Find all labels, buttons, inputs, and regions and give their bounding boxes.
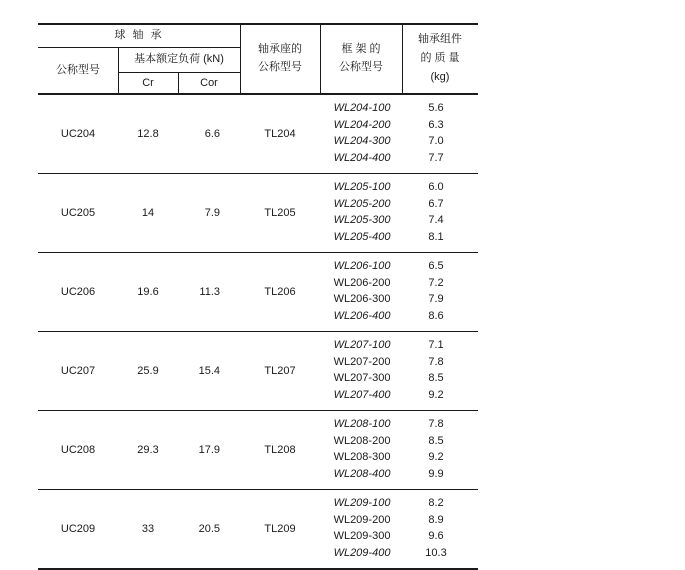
mass-value-item: 5.6 (428, 102, 444, 114)
row-separator-rule (38, 331, 478, 332)
cor-value-cell: 15.4 (198, 364, 220, 377)
header-basic-rated-load: 基本额定负荷 (kN) (134, 53, 224, 65)
cor-value-cell: 6.6 (204, 127, 220, 140)
mass-value-item: 8.2 (428, 497, 444, 509)
frame-model-item: WL204-100 (333, 102, 391, 114)
mass-value-item: 7.9 (428, 293, 444, 305)
header-nominal-model: 公称型号 (56, 64, 100, 76)
mass-value-item: 9.2 (428, 451, 444, 463)
mass-value-item: 8.5 (428, 434, 444, 447)
mass-value-item: 6.0 (428, 181, 444, 193)
frame-model-item: WL205-100 (333, 181, 391, 193)
header-mass-line2: 的 质 量 (420, 52, 460, 64)
mass-value-item: 9.2 (428, 388, 444, 401)
header-mass-line1: 轴承组件 (418, 33, 462, 45)
frame-model-item: WL207-300 (333, 372, 391, 384)
mass-value-item: 6.7 (428, 197, 444, 210)
header-housing-model-line1: 轴承座的 (258, 43, 302, 55)
cor-value-cell: 7.9 (204, 206, 220, 219)
frame-model-item: WL208-100 (333, 418, 391, 430)
frame-model-item: WL209-200 (333, 513, 391, 526)
frame-model-item: WL204-300 (333, 135, 391, 147)
housing-model-cell: TL208 (264, 443, 296, 456)
mass-value-item: 6.3 (428, 118, 444, 131)
row-separator-rule (38, 173, 478, 174)
cr-value-cell: 14 (141, 206, 155, 219)
cor-value-cell: 17.9 (198, 443, 220, 456)
mass-value-item: 7.2 (428, 276, 444, 289)
mass-value-item: 7.4 (428, 214, 444, 226)
mass-value-item: 7.8 (428, 418, 444, 430)
header-housing-model-line2: 公称型号 (258, 61, 302, 73)
row-separator-rule (38, 410, 478, 411)
cr-value-cell: 33 (141, 522, 155, 535)
frame-model-item: WL206-200 (333, 276, 391, 289)
frame-model-item: WL208-400 (333, 467, 391, 480)
row-separator-rule (38, 489, 478, 490)
housing-model-cell: TL209 (264, 522, 296, 535)
nominal-model-cell: UC205 (60, 206, 96, 219)
cr-value-cell: 19.6 (137, 285, 159, 298)
mass-value-item: 10.3 (425, 546, 447, 559)
nominal-model-cell: UC204 (60, 127, 96, 140)
nominal-model-cell: UC209 (60, 522, 96, 535)
header-mass-line3: (kg) (430, 71, 450, 83)
mass-value-item: 8.9 (428, 513, 444, 526)
housing-model-cell: TL206 (264, 285, 296, 298)
nominal-model-cell: UC206 (60, 285, 96, 298)
header-cr: Cr (142, 77, 154, 89)
frame-model-item: WL209-300 (333, 530, 391, 542)
cor-value-cell: 20.5 (198, 522, 220, 535)
header-ball-bearing: 球 轴 承 (114, 29, 164, 41)
header-cor: Cor (200, 77, 218, 89)
mass-value-item: 9.9 (428, 467, 444, 480)
mass-value-item: 7.0 (428, 135, 444, 147)
frame-model-item: WL207-200 (333, 355, 391, 368)
cor-value-cell: 11.3 (199, 285, 220, 298)
mass-value-item: 8.5 (428, 372, 444, 384)
nominal-model-cell: UC208 (60, 443, 96, 456)
frame-model-item: WL206-400 (333, 309, 391, 322)
frame-model-item: WL209-400 (333, 546, 391, 559)
frame-model-item: WL208-200 (333, 434, 391, 447)
frame-model-item: WL207-400 (333, 388, 391, 401)
mass-value-item: 7.1 (428, 339, 444, 351)
header-frame-model-line1: 框 架 的 (341, 43, 381, 55)
frame-model-item: WL204-200 (333, 118, 391, 131)
nominal-model-cell: UC207 (60, 364, 96, 377)
frame-model-item: WL207-100 (333, 339, 391, 351)
mass-value-item: 9.6 (428, 530, 444, 542)
cr-value-cell: 29.3 (137, 443, 159, 456)
housing-model-cell: TL207 (264, 364, 296, 377)
housing-model-cell: TL204 (264, 127, 296, 140)
frame-model-item: WL208-300 (333, 451, 391, 463)
frame-model-item: WL205-400 (333, 230, 391, 243)
cr-value-cell: 12.8 (137, 127, 159, 140)
frame-model-item: WL206-100 (333, 260, 391, 272)
frame-model-item: WL204-400 (333, 151, 391, 164)
mass-value-item: 8.6 (428, 309, 444, 322)
row-separator-rule (38, 252, 478, 253)
cr-value-cell: 25.9 (137, 364, 159, 377)
mass-value-item: 8.1 (428, 230, 444, 243)
housing-model-cell: TL205 (264, 206, 296, 219)
mass-value-item: 7.7 (428, 151, 444, 164)
frame-model-item: WL205-300 (333, 214, 391, 226)
header-frame-model-line2: 公称型号 (339, 61, 383, 73)
frame-model-item: WL206-300 (333, 293, 391, 305)
mass-value-item: 7.8 (428, 355, 444, 368)
mass-value-item: 6.5 (428, 260, 444, 272)
frame-model-item: WL209-100 (333, 497, 391, 509)
frame-model-item: WL205-200 (333, 197, 391, 210)
